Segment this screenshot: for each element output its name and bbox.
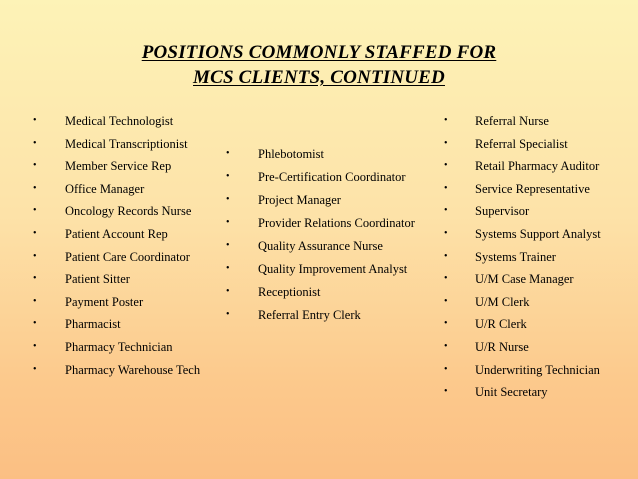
position-label: Retail Pharmacy Auditor <box>475 159 600 174</box>
position-label: U/M Clerk <box>475 294 530 309</box>
position-label: Referral Nurse <box>475 114 549 128</box>
bullet-icon: • <box>33 273 37 285</box>
position-label: Oncology Records Nurse <box>65 204 192 219</box>
position-label: Provider Relations Coordinator <box>258 216 415 230</box>
bullet-icon: • <box>444 160 448 172</box>
bullet-icon: • <box>33 227 37 239</box>
position-label: Pre-Certification Coordinator <box>258 170 406 184</box>
bullet-icon: • <box>33 182 37 194</box>
position-label: Referral Entry Clerk <box>258 308 361 322</box>
position-label: Patient Sitter <box>65 272 130 287</box>
bullet-icon: • <box>33 160 37 172</box>
position-label: Service Representative <box>475 181 590 196</box>
position-label: U/R Nurse <box>475 339 529 354</box>
position-label: Referral Specialist <box>475 136 568 151</box>
position-label: Project Manager <box>258 193 341 207</box>
position-label: Quality Improvement Analyst <box>258 262 408 276</box>
position-label: Patient Account Rep <box>65 226 168 241</box>
bullet-icon: • <box>444 295 448 307</box>
position-label: Medical Transcriptionist <box>65 136 188 151</box>
bullet-icon: • <box>33 250 37 262</box>
bullet-icon: • <box>226 171 230 182</box>
bullet-icon: • <box>444 115 448 126</box>
position-label: Member Service Rep <box>65 159 172 174</box>
position-label: Unit Secretary <box>475 385 548 400</box>
bullet-icon: • <box>444 227 448 239</box>
bullet-icon: • <box>226 240 230 251</box>
position-label: Systems Support Analyst <box>475 226 601 241</box>
bullet-icon: • <box>226 194 230 205</box>
position-label: Payment Poster <box>65 294 144 309</box>
bullet-icon: • <box>33 115 37 126</box>
position-label: U/R Clerk <box>475 317 527 332</box>
position-label: Systems Trainer <box>475 249 556 264</box>
bullet-icon: • <box>444 137 448 149</box>
bullet-icon: • <box>444 205 448 217</box>
bullet-icon: • <box>444 340 448 352</box>
bullet-icon: • <box>226 217 230 228</box>
bullet-icon: • <box>33 205 37 217</box>
slide-title <box>0 40 638 90</box>
slide-title-line-1: POSITIONS COMMONLY STAFFED FOR <box>141 42 497 63</box>
position-label: Receptionist <box>258 285 321 299</box>
position-label: Underwriting Technician <box>475 362 600 377</box>
bullet-icon: • <box>33 318 37 330</box>
position-label: Pharmacy Technician <box>65 339 173 354</box>
bullet-icon: • <box>444 363 448 375</box>
position-label: Office Manager <box>65 181 145 196</box>
position-label: Supervisor <box>475 204 530 219</box>
bullet-icon: • <box>226 309 230 320</box>
bullet-icon: • <box>226 263 230 274</box>
position-label: Medical Technologist <box>65 114 174 128</box>
bullet-icon: • <box>444 273 448 285</box>
bullet-icon: • <box>444 182 448 194</box>
bullet-icon: • <box>33 340 37 352</box>
bullet-icon: • <box>33 137 37 149</box>
position-label: Pharmacist <box>65 317 121 332</box>
position-label: Quality Assurance Nurse <box>258 239 383 253</box>
bullet-icon: • <box>33 295 37 307</box>
position-label: Phlebotomist <box>258 147 324 161</box>
bullet-icon: • <box>444 250 448 262</box>
bullet-icon: • <box>226 148 230 159</box>
position-label: Pharmacy Warehouse Tech <box>65 362 201 377</box>
position-label: U/M Case Manager <box>475 272 574 287</box>
bullet-icon: • <box>226 286 230 297</box>
slide-title-line-2: MCS CLIENTS, CONTINUED <box>193 67 445 88</box>
bullet-icon: • <box>33 363 37 375</box>
bullet-icon: • <box>444 386 448 398</box>
position-label: Patient Care Coordinator <box>65 249 190 264</box>
bullet-icon: • <box>444 318 448 330</box>
